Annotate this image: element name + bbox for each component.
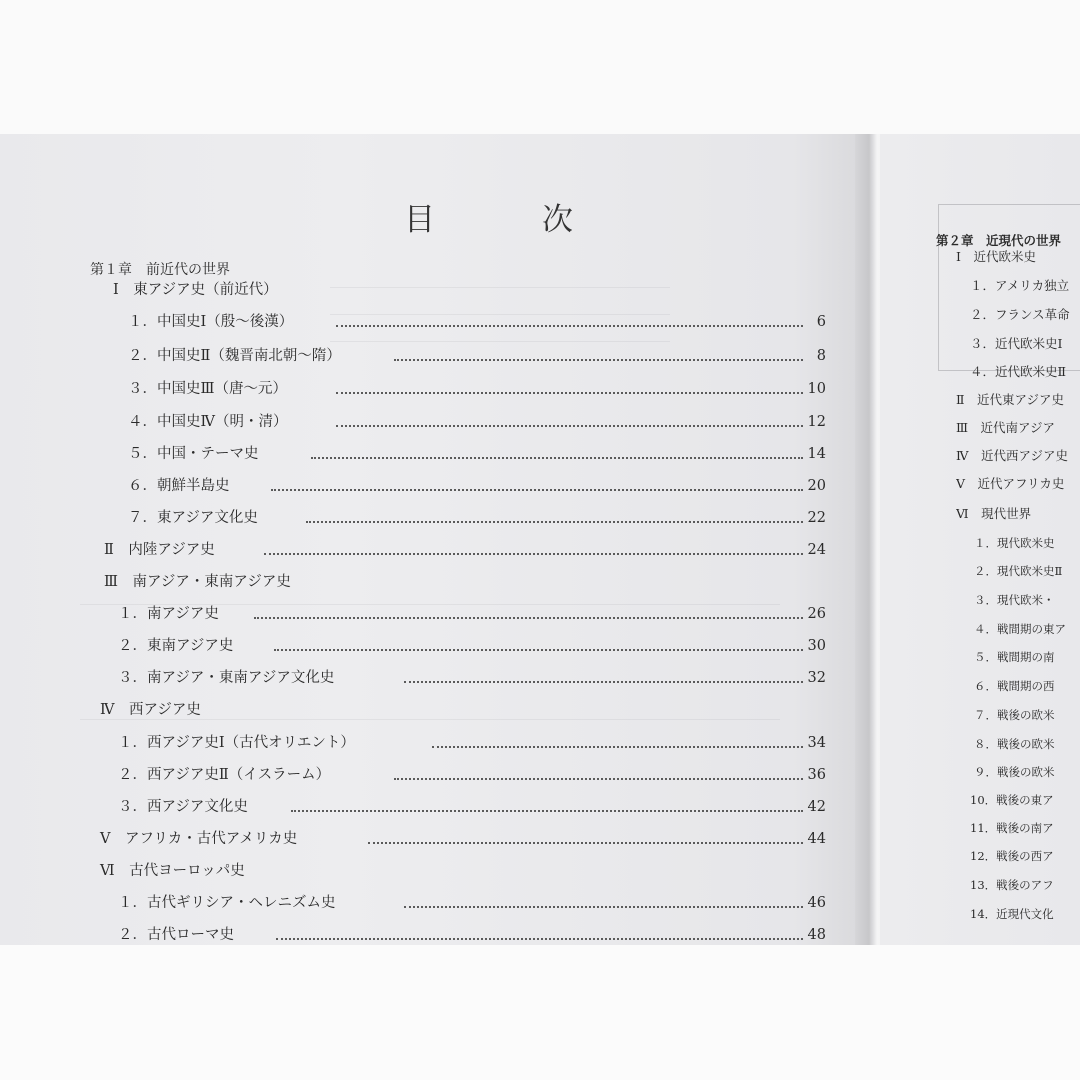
toc-entry-chapter-2: ７．戦後の欧米 xyxy=(974,708,1055,722)
dot-leader xyxy=(306,521,803,523)
toc-entry-chapter-2: 13．戦後のアフ xyxy=(970,878,1054,892)
toc-entry xyxy=(0,377,860,401)
toc-entry xyxy=(0,763,860,787)
toc-entry xyxy=(0,891,860,915)
toc-entry-chapter-2: ３．現代欧米・ xyxy=(974,593,1055,607)
toc-entry xyxy=(0,278,860,302)
dot-leader xyxy=(254,617,803,619)
toc-entry-chapter-2: ５．戦間期の南 xyxy=(974,650,1055,664)
dot-leader xyxy=(368,842,803,844)
toc-entry xyxy=(0,923,860,947)
toc-entry xyxy=(0,410,860,434)
toc-entry-chapter-2: ６．戦間期の西 xyxy=(974,679,1055,693)
toc-entry-chapter-2: ３．近代欧米史Ⅰ xyxy=(970,336,1063,351)
toc-entry-label: ７．東アジア文化史 xyxy=(128,510,258,526)
toc-entry-label: ４．中国史Ⅳ（明・清） xyxy=(128,414,288,430)
toc-entry-label: ２．西アジア史Ⅱ（イスラーム） xyxy=(118,767,331,783)
dot-leader xyxy=(264,553,803,555)
toc-entry xyxy=(0,602,860,626)
toc-entry xyxy=(0,310,860,334)
toc-entry-chapter-2: ８．戦後の欧米 xyxy=(974,737,1055,751)
toc-title: 目 次 xyxy=(404,202,611,238)
toc-entry-label: ２．古代ローマ史 xyxy=(118,927,234,943)
background-top xyxy=(0,0,1080,134)
toc-entry-page: 24 xyxy=(807,542,826,558)
toc-entry xyxy=(0,731,860,755)
dot-leader xyxy=(394,778,803,780)
toc-entry-label: Ⅱ 内陸アジア史 xyxy=(104,542,215,558)
toc-entry-label: ３．西アジア文化史 xyxy=(118,799,248,815)
toc-entry-label: ３．南アジア・東南アジア文化史 xyxy=(118,670,335,686)
toc-entry-page: 48 xyxy=(807,927,826,943)
toc-entry xyxy=(0,506,860,530)
toc-entry xyxy=(0,474,860,498)
toc-entry-chapter-2: １．アメリカ独立 xyxy=(970,278,1070,293)
dot-leader xyxy=(311,457,803,459)
toc-entry-page: 12 xyxy=(807,414,826,430)
toc-entry-page: 36 xyxy=(807,767,826,783)
toc-entry-chapter-2: ２．フランス革命 xyxy=(970,307,1070,322)
toc-entry-label: ５．中国・テーマ史 xyxy=(128,446,259,462)
toc-entry-page: 8 xyxy=(816,348,826,364)
toc-entry xyxy=(0,795,860,819)
toc-entry-page: 44 xyxy=(807,831,826,847)
toc-entry-label: ２．東南アジア史 xyxy=(118,638,234,654)
toc-entry-chapter-2: 10．戦後の東ア xyxy=(970,793,1054,807)
dot-leader xyxy=(291,810,803,812)
toc-entry-label: Ⅳ 西アジア史 xyxy=(100,702,201,718)
dot-leader xyxy=(432,746,803,748)
toc-entry-chapter-2: １．現代欧米史 xyxy=(974,536,1055,550)
toc-entry-label: ２．中国史Ⅱ（魏晋南北朝～隋） xyxy=(128,348,341,364)
chapter-2-heading: 第２章 近現代の世界 xyxy=(936,233,1062,248)
toc-entry-label: Ⅴ アフリカ・古代アメリカ史 xyxy=(100,831,298,847)
dot-leader xyxy=(276,938,803,940)
toc-entry-page: 6 xyxy=(816,314,826,330)
toc-entry-chapter-2: ９．戦後の欧米 xyxy=(974,765,1055,779)
toc-entry-page: 42 xyxy=(807,799,826,815)
right-page-toc-clip xyxy=(880,134,1080,945)
dot-leader xyxy=(336,325,803,327)
toc-entry-chapter-2: Ⅵ 現代世界 xyxy=(956,506,1032,521)
toc-entry-label: ６．朝鮮半島史 xyxy=(128,478,230,494)
dot-leader xyxy=(271,489,803,491)
dot-leader xyxy=(336,425,803,427)
dot-leader xyxy=(404,906,803,908)
toc-entry-chapter-2: Ⅰ 近代欧米史 xyxy=(956,249,1036,264)
toc-entry-chapter-2: ４．戦間期の東ア xyxy=(974,622,1066,636)
toc-entry-chapter-2: 14．近現代文化 xyxy=(970,907,1054,921)
toc-entry-chapter-2: Ⅱ 近代東アジア史 xyxy=(956,392,1064,407)
toc-entry-chapter-2: Ⅲ 近代南アジア xyxy=(956,420,1056,435)
toc-entry-page: 32 xyxy=(807,670,826,686)
toc-entry xyxy=(0,344,860,368)
background-bottom xyxy=(0,945,1080,1080)
chapter-1-label: 第１章 前近代の世界 xyxy=(90,262,230,278)
toc-entry-chapter-2: ４．近代欧米史Ⅱ xyxy=(970,364,1066,379)
toc-entry-label: Ⅰ 東アジア史（前近代） xyxy=(113,282,278,298)
toc-entry-page: 34 xyxy=(807,735,826,751)
toc-entry-label: １．西アジア史Ⅰ（古代オリエント） xyxy=(118,735,355,751)
toc-entry-page: 46 xyxy=(807,895,826,911)
dot-leader xyxy=(274,649,803,651)
toc-entry xyxy=(0,634,860,658)
toc-entry-page: 30 xyxy=(807,638,826,654)
toc-entry xyxy=(0,570,860,594)
toc-entry-page: 14 xyxy=(807,446,826,462)
toc-entry xyxy=(0,859,860,883)
toc-entry xyxy=(0,538,860,562)
toc-entry-chapter-2: Ⅴ 近代アフリカ史 xyxy=(956,476,1065,491)
toc-entry xyxy=(0,827,860,851)
toc-entry-chapter-2: 12．戦後の西ア xyxy=(970,849,1054,863)
toc-entry-page: 10 xyxy=(807,381,826,397)
toc-entry-chapter-2: Ⅳ 近代西アジア史 xyxy=(956,448,1068,463)
toc-entry-label: １．中国史Ⅰ（殷～後漢） xyxy=(128,314,294,330)
toc-entry-page: 22 xyxy=(807,510,826,526)
toc-entry-page: 26 xyxy=(807,606,826,622)
toc-entry xyxy=(0,698,860,722)
toc-entry-page: 20 xyxy=(807,478,826,494)
toc-entry-chapter-2: 11．戦後の南ア xyxy=(970,821,1054,835)
toc-entry-label: Ⅵ 古代ヨーロッパ史 xyxy=(100,863,245,879)
bleed-through-line xyxy=(330,341,670,342)
dot-leader xyxy=(336,392,803,394)
dot-leader xyxy=(404,681,803,683)
dot-leader xyxy=(394,359,803,361)
toc-entry xyxy=(0,442,860,466)
toc-entry-chapter-2: ２．現代欧米史Ⅱ xyxy=(974,564,1063,578)
toc-entry-label: １．古代ギリシア・ヘレニズム史 xyxy=(118,895,336,911)
toc-entry-label: １．南アジア史 xyxy=(118,606,219,622)
toc-entry-label: ３．中国史Ⅲ（唐～元） xyxy=(128,381,287,397)
toc-entry xyxy=(0,666,860,690)
toc-entry-label: Ⅲ 南アジア・東南アジア史 xyxy=(104,574,291,590)
